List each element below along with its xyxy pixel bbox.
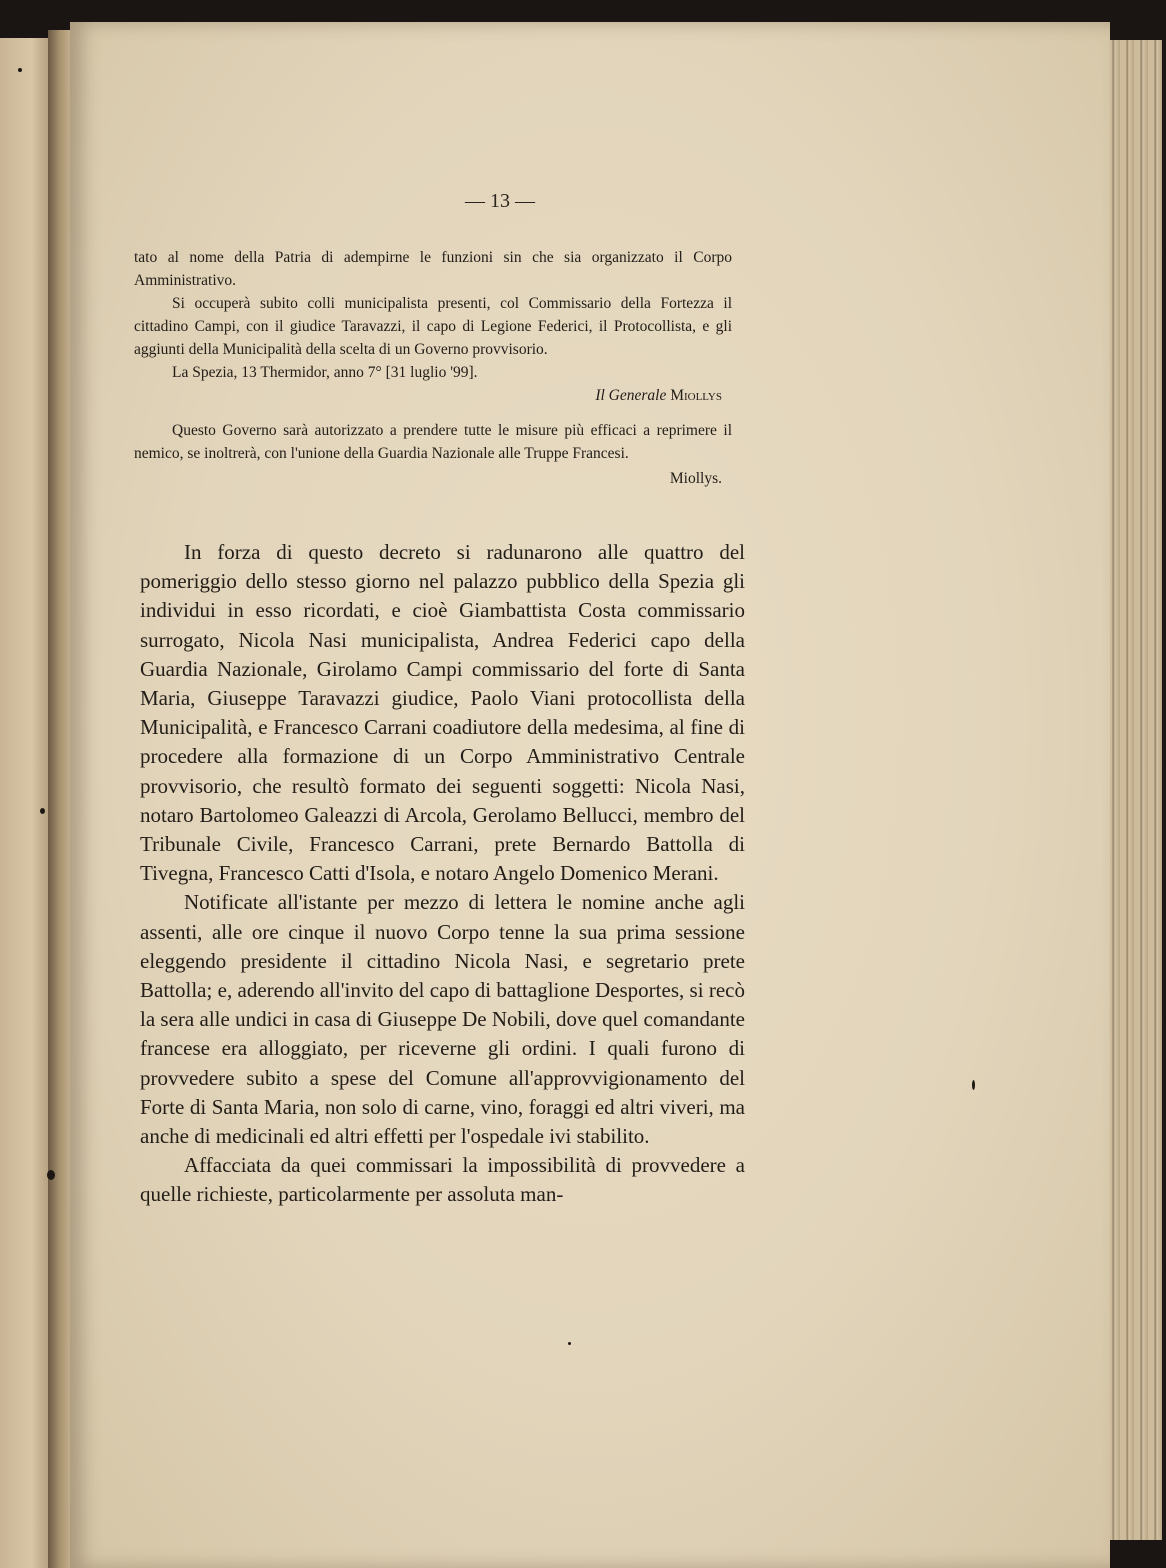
decree-signature: [134, 384, 732, 407]
body-paragraph-3: Affacciata da quei commissari la impossibilità di provvedere a quelle richieste, particolarmente per assoluta man-: [140, 1153, 745, 1207]
decree-dateline: La Spezia, 13 Thermidor, anno 7° [31 luglio '99].: [172, 364, 478, 381]
page-number: — 13 —: [465, 190, 535, 212]
decree-excerpt: [134, 246, 732, 490]
speck: [568, 1342, 571, 1345]
body-paragraph-1: In forza di questo decreto si radunarono alle quattro del pomeriggio dello stesso giorno nel palazzo pubblico della Spezia gli individui in esso ricordati, e cioè Giambattista Costa commissario surrogato, Nicola Nasi municipalista, Andrea Federici capo della Guardia Nazionale, Girolamo Campi commissario del forte di Santa Maria, Giuseppe Taravazzi giudice, Paolo Viani protocollista della Municipalità, e Francesco Carrani coadiutore della medesima, al fine di procedere alla formazione di un Corpo Amministrativo Centrale provvisorio, che resultò formato dei seguenti soggetti: Nicola Nasi, notaro Bartolomeo Galeazzi di Arcola, Gerolamo Bellucci, membro del Tribunale Civile, Francesco Carrani, prete Bernardo Battolla di Tivegna, Francesco Catti d'Isola, e notaro Angelo Domenico Merani.: [140, 540, 745, 886]
speck: [40, 808, 45, 814]
main-body-text: [140, 538, 745, 1210]
speck: [47, 1170, 55, 1180]
decree-paragraph: Si occuperà subito colli municipalista presenti, col Commissario della Fortezza il cittadino Campi, con il giudice Taravazzi, il capo di Legione Federici, il Protocollista, e gli aggiunti della Municipalità della scelta di un Governo provvisorio.: [134, 295, 732, 358]
postscript-signature: Miollys.: [669, 470, 722, 487]
speck: [972, 1080, 975, 1090]
decree-line: tato al nome della Patria di adempirne le funzioni sin che sia organizzato il Corpo Amministrativo.: [134, 249, 732, 289]
signature-name: Miollys: [670, 387, 722, 404]
signature-title: Il Generale: [595, 387, 667, 404]
body-paragraph-2: Notificate all'istante per mezzo di lettera le nomine anche agli assenti, alle ore cinque il nuovo Corpo tenne la sua prima sessione eleggendo presidente il cittadino Nicola Nasi, e segretario prete Battolla; e, aderendo all'invito del capo di battaglione Desportes, si recò la sera alle undici in casa di Giuseppe De Nobili, dove quel comandante francese era alloggiato, per riceverne gli ordini. I quali furono di provvedere subito a spese del Comune all'approvvigionamento del Forte di Santa Maria, non solo di carne, vino, foraggi ed altri viveri, ma anche di medicinali ed altri effetti per l'ospedale ivi stabilito.: [140, 890, 745, 1149]
decree-postscript: Questo Governo sarà autorizzato a prendere tutte le misure più efficaci a reprimere il nemico, se inoltrerà, con l'unione della Guardia Nazionale alle Truppe Francesi.: [134, 422, 732, 462]
left-page-edge: [0, 38, 52, 1568]
speck: [18, 68, 22, 72]
